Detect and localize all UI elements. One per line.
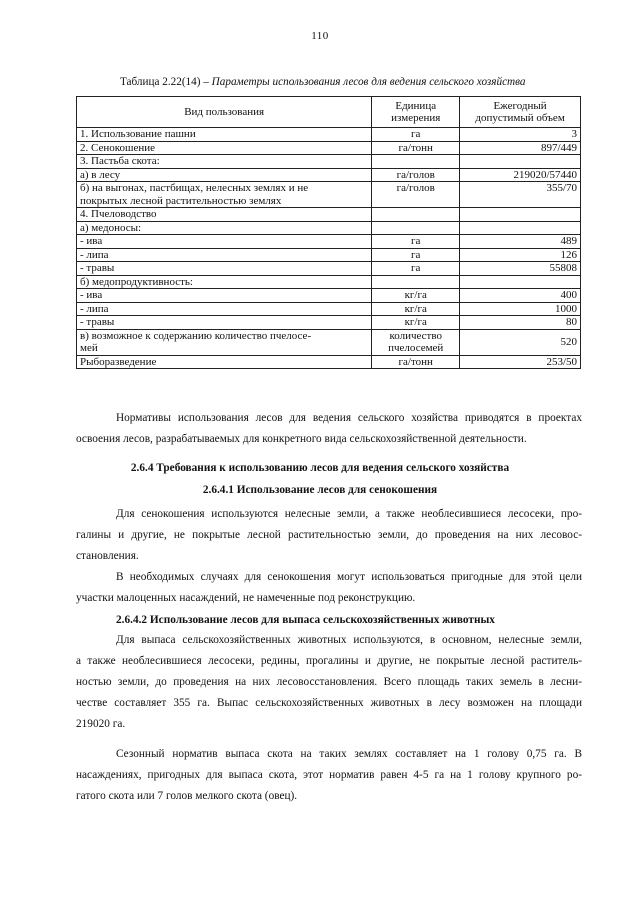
row-name: 4. Пчеловодство	[77, 208, 372, 222]
table-row	[77, 316, 581, 330]
row-value: 1000	[460, 302, 581, 316]
paragraph-line: насаждениях, пригодных для выпаса скота, этот норматив равен 4-5 га на 1 голову крупного ро-	[76, 769, 582, 781]
row-unit: га	[372, 262, 460, 276]
row-value: 897/449	[460, 141, 581, 155]
row-name: б) медопродуктивность:	[77, 275, 372, 289]
paragraph-line: участки малоценных насаждений, не намеченные под реконструкцию.	[76, 592, 416, 604]
row-value: 80	[460, 316, 581, 330]
paragraph-line: Для сенокошения используются нелесные земли, а также необлесившиеся лесосеки, про-	[116, 508, 582, 520]
table-row	[77, 155, 581, 169]
section-heading-2-6-4-1: 2.6.4.1 Использование лесов для сенокошения	[202, 484, 438, 496]
paragraph-line: Для выпаса сельскохозяйственных животных используются, в основном, нелесные земли,	[116, 634, 582, 646]
section-heading-2-6-4: 2.6.4 Требования к использованию лесов для ведения сельского хозяйства	[130, 462, 510, 474]
header-unit	[372, 97, 460, 128]
table-row	[77, 128, 581, 142]
row-value: 3	[460, 128, 581, 142]
table-row	[77, 168, 581, 182]
row-name: - ива	[77, 235, 372, 249]
row-unit: га	[372, 248, 460, 262]
parameters-table	[76, 96, 581, 369]
paragraph-line: галины и другие, не покрытые лесной растительностью земли, до проведения на них лесовос-	[76, 529, 582, 541]
row-unit: га/тонн	[372, 141, 460, 155]
row-unit	[372, 221, 460, 235]
table-row	[77, 329, 581, 355]
header-usage-type: Вид пользования	[77, 97, 372, 128]
row-name-line1: в) возможное к содержанию количество пчелосе-	[80, 329, 312, 342]
row-unit-line1: количество	[389, 329, 442, 342]
paragraph-line: честве составляет 355 га. Выпас сельскохозяйственных животных в лесу возможен на площади	[76, 697, 582, 709]
table-row	[77, 289, 581, 303]
row-value	[460, 221, 581, 235]
paragraph-haymaking	[76, 504, 582, 567]
paragraph-line: ностью земли, до проведения на них лесовосстановления. Всего площадь таких земель в лесни-	[76, 676, 582, 688]
paragraph-line: гатого скота или 7 голов мелкого скота (овец).	[76, 790, 298, 802]
row-name: а) в лесу	[77, 168, 372, 182]
row-name: - липа	[77, 302, 372, 316]
row-value	[460, 275, 581, 289]
table-header-row	[77, 97, 581, 128]
row-value	[460, 208, 581, 222]
row-name: Рыборазведение	[77, 355, 372, 369]
paragraph-line: 219020 га.	[76, 718, 126, 730]
table-row	[77, 302, 581, 316]
row-unit-line2: пчелосемей	[388, 342, 444, 354]
row-unit: кг/га	[372, 289, 460, 303]
row-value: 355/70	[460, 182, 581, 208]
header-unit-line1: Единица	[395, 99, 437, 112]
row-name: 3. Пастьба скота:	[77, 155, 372, 169]
row-unit: га	[372, 128, 460, 142]
row-name: а) медоносы:	[77, 221, 372, 235]
row-name: - липа	[77, 248, 372, 262]
paragraph-line: освоения лесов, разрабатываемых для конкретного вида сельскохозяйственной деятельности.	[76, 433, 527, 445]
row-name: 2. Сенокошение	[77, 141, 372, 155]
row-value: 400	[460, 289, 581, 303]
table-row	[77, 355, 581, 369]
row-value: 219020/57440	[460, 168, 581, 182]
header-volume-line2: допустимый объем	[475, 112, 565, 124]
row-value	[460, 155, 581, 169]
paragraph-line: Сезонный норматив выпаса скота на таких землях составляет на 1 голову 0,75 га. В	[116, 748, 582, 760]
table-row	[77, 235, 581, 249]
row-unit	[372, 329, 460, 355]
paragraph-norms	[76, 408, 582, 450]
paragraph-haymaking-cases	[76, 567, 582, 609]
row-name: - травы	[77, 316, 372, 330]
table-row	[77, 221, 581, 235]
row-unit: га/голов	[372, 168, 460, 182]
row-unit	[372, 208, 460, 222]
paragraph-grazing	[76, 630, 582, 735]
paragraph-line: становления.	[76, 550, 139, 562]
row-unit	[372, 155, 460, 169]
row-value: 253/50	[460, 355, 581, 369]
table-caption-title: Параметры использования лесов для ведения сельского хозяйства	[211, 76, 526, 88]
row-value: 520	[460, 329, 581, 355]
table-row	[77, 182, 581, 208]
row-name-line2: мей	[80, 342, 98, 354]
row-name-line2: покрытых лесной растительностью землях	[80, 194, 282, 207]
row-name-line1: б) на выгонах, пастбищах, нелесных землях и не	[80, 182, 309, 194]
paragraph-seasonal-norm	[76, 744, 582, 807]
row-unit: га	[372, 235, 460, 249]
row-value: 55808	[460, 262, 581, 276]
table-row	[77, 262, 581, 276]
row-name	[77, 182, 372, 208]
section-heading-2-6-4-2: 2.6.4.2 Использование лесов для выпаса сельскохозяйственных животных	[116, 614, 495, 626]
table-row	[77, 275, 581, 289]
paragraph-line: В необходимых случаях для сенокошения могут использоваться пригодные для этой цели	[116, 571, 582, 583]
row-unit: кг/га	[372, 302, 460, 316]
row-value: 126	[460, 248, 581, 262]
row-value: 489	[460, 235, 581, 249]
page-number: 110	[311, 30, 329, 42]
header-volume-line1: Ежегодный	[493, 99, 547, 112]
row-unit: га/тонн	[372, 355, 460, 369]
row-unit	[372, 275, 460, 289]
table-caption	[120, 76, 590, 88]
table-row	[77, 208, 581, 222]
row-unit: кг/га	[372, 316, 460, 330]
paragraph-line: Нормативы использования лесов для ведения сельского хозяйства приводятся в проектах	[116, 412, 582, 424]
table-row	[77, 141, 581, 155]
header-annual-volume	[460, 97, 581, 128]
table-caption-prefix: Таблица 2.22(14) –	[120, 76, 212, 88]
paragraph-line: а также необлесившиеся лесосеки, редины, прогалины и другие, не покрытые лесной раститель-	[76, 655, 582, 667]
table-row	[77, 248, 581, 262]
row-name: 1. Использование пашни	[77, 128, 372, 142]
row-unit: га/голов	[372, 182, 460, 208]
row-name: - травы	[77, 262, 372, 276]
row-name	[77, 329, 372, 355]
row-name: - ива	[77, 289, 372, 303]
header-unit-line2: измерения	[391, 112, 441, 124]
